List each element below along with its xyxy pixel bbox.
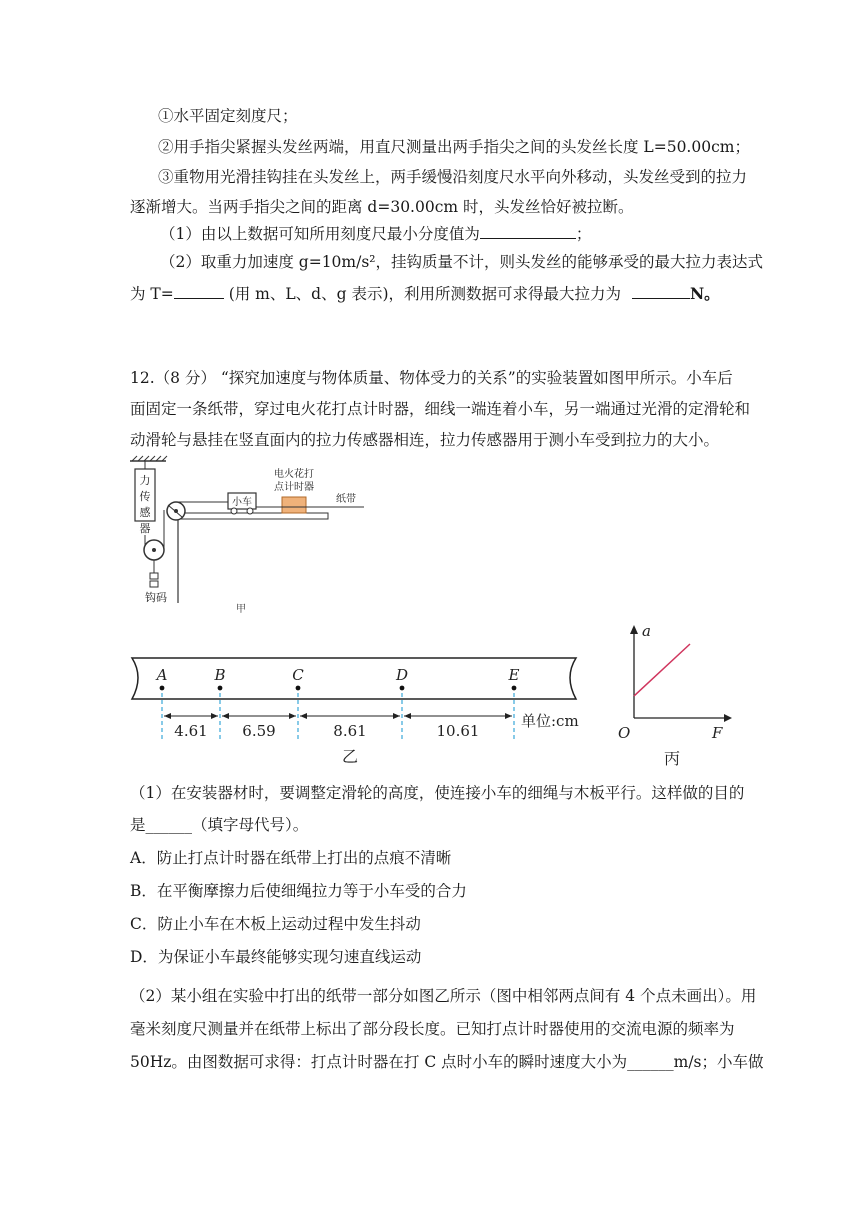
blank-max-force — [632, 282, 690, 299]
segment-length-2: 6.59 — [242, 722, 276, 740]
tape-unit: 单位:cm — [521, 712, 579, 730]
q12-line-1: 12.（8 分） “探究加速度与物体质量、物体受力的关系”的实验装置如图甲所示。小车后 — [130, 369, 733, 387]
step-3-line-2: 逐渐增大。当两手指尖之间的距离 d=30.00cm 时，头发丝恰好被拉断。 — [130, 198, 634, 216]
question-1 — [160, 222, 591, 244]
sub2-line-1: （2）某小组在实验中打出的纸带一部分如图乙所示（图中相邻两点间有 4 个点未画出）。用 — [130, 987, 757, 1005]
x-axis-label: F — [712, 724, 723, 742]
step-3-line-1: ③重物用光滑挂钩挂在头发丝上，两手缓慢沿刻度尺水平向外移动，头发丝受到的拉力 — [158, 168, 748, 186]
timer-label-2: 点计时器 — [274, 482, 314, 493]
question-2-mid: (用 m、L、d、g 表示)，利用所测数据可求得最大拉力为 — [228, 285, 621, 303]
point-label-E: E — [508, 666, 520, 684]
sub2-line-3: 50Hz。由图数据可求得：打点计时器在打 C 点时小车的瞬时速度大小为______m/s；小车做 — [130, 1053, 764, 1071]
point-label-B: B — [214, 666, 226, 684]
question-2-unit: N。 — [689, 284, 720, 303]
question-2-line-1: （2）取重力加速度 g=10m/s²，挂钩质量不计，则头发丝的能够承受的最大拉力表达式 — [160, 253, 764, 271]
option-b: B．在平衡摩擦力后使细绳拉力等于小车受的合力 — [130, 882, 467, 900]
car-wheel-1 — [231, 508, 237, 514]
option-d: D．为保证小车最终能够实现匀速直线运动 — [130, 948, 422, 966]
question-2-line-2 — [130, 282, 720, 304]
sub1-line-1: （1）在安装器材时，要调整定滑轮的高度，使连接小车的细绳与木板平行。这样做的目的 — [130, 784, 745, 802]
weight-1 — [150, 573, 158, 579]
figure-yi-tape — [124, 655, 594, 770]
sensor-label-4: 器 — [139, 522, 151, 535]
a-F-line — [634, 644, 690, 696]
point-dot-B — [218, 686, 223, 691]
sensor-label-2: 传 — [139, 490, 151, 503]
option-a: A．防止打点计时器在纸带上打出的点痕不清晰 — [130, 849, 452, 867]
fig-yi-caption: 乙 — [341, 747, 359, 766]
weight-2 — [150, 581, 158, 587]
car-label: 小车 — [232, 497, 252, 508]
origin-label: O — [618, 724, 631, 742]
question-1-text: （1）由以上数据可知所用刻度尺最小分度值为 — [160, 225, 480, 243]
dimension-arrow — [164, 713, 171, 719]
q12-line-2: 面固定一条纸带，穿过电火花打点计时器，细线一端连着小车，另一端通过光滑的定滑轮和 — [130, 400, 751, 418]
step-2: ②用手指尖紧握头发丝两端，用直尺测量出两手指尖之间的头发丝长度 L=50.00cm； — [158, 138, 750, 156]
dimension-arrow — [289, 713, 296, 719]
segment-length-1: 4.61 — [174, 722, 208, 740]
q12-line-3: 动滑轮与悬挂在竖直面内的拉力传感器相连，拉力传感器用于测小车受到拉力的大小。 — [130, 431, 720, 449]
point-dot-C — [296, 686, 301, 691]
blank-min-division — [480, 222, 576, 239]
question-2-pre: 为 T= — [130, 285, 174, 303]
car-wheel-2 — [247, 508, 253, 514]
fig-bing-caption: 丙 — [663, 749, 681, 768]
timer-label-1: 电火花打 — [274, 469, 314, 480]
point-dot-E — [512, 686, 517, 691]
dimension-arrow — [211, 713, 218, 719]
sub2-line-2: 毫米刻度尺测量并在纸带上标出了部分段长度。已知打点计时器使用的交流电源的频率为 — [130, 1020, 735, 1038]
segment-length-4: 10.61 — [436, 722, 480, 740]
point-label-D: D — [395, 666, 409, 684]
tape-dimensions — [164, 713, 512, 740]
blank-expression — [174, 282, 224, 299]
option-c: C．防止小车在木板上运动过程中发生抖动 — [130, 915, 421, 933]
dimension-arrow — [404, 713, 411, 719]
y-axis-label: a — [642, 622, 651, 640]
spark-timer — [282, 497, 306, 513]
question-1-end: ； — [575, 225, 592, 243]
dimension-arrow — [222, 713, 229, 719]
board — [176, 513, 328, 519]
dimension-arrow — [505, 713, 512, 719]
step-1: ①水平固定刻度尺； — [158, 107, 298, 125]
point-dot-A — [160, 686, 165, 691]
figure-jia-apparatus — [124, 455, 384, 617]
sensor-label-3: 感 — [139, 506, 151, 519]
point-dot-D — [400, 686, 405, 691]
sub1-line-2: 是______（填字母代号）。 — [130, 816, 309, 834]
point-label-A: A — [156, 666, 168, 684]
sensor-label-1: 力 — [139, 474, 151, 487]
dimension-arrow — [300, 713, 307, 719]
tape-label: 纸带 — [336, 494, 356, 505]
fig-jia-caption: 甲 — [236, 604, 246, 615]
figure-bing-graph — [610, 620, 735, 770]
weight-label: 钩码 — [145, 591, 167, 604]
point-label-C: C — [292, 666, 304, 684]
dimension-arrow — [393, 713, 400, 719]
segment-length-3: 8.61 — [333, 722, 367, 740]
